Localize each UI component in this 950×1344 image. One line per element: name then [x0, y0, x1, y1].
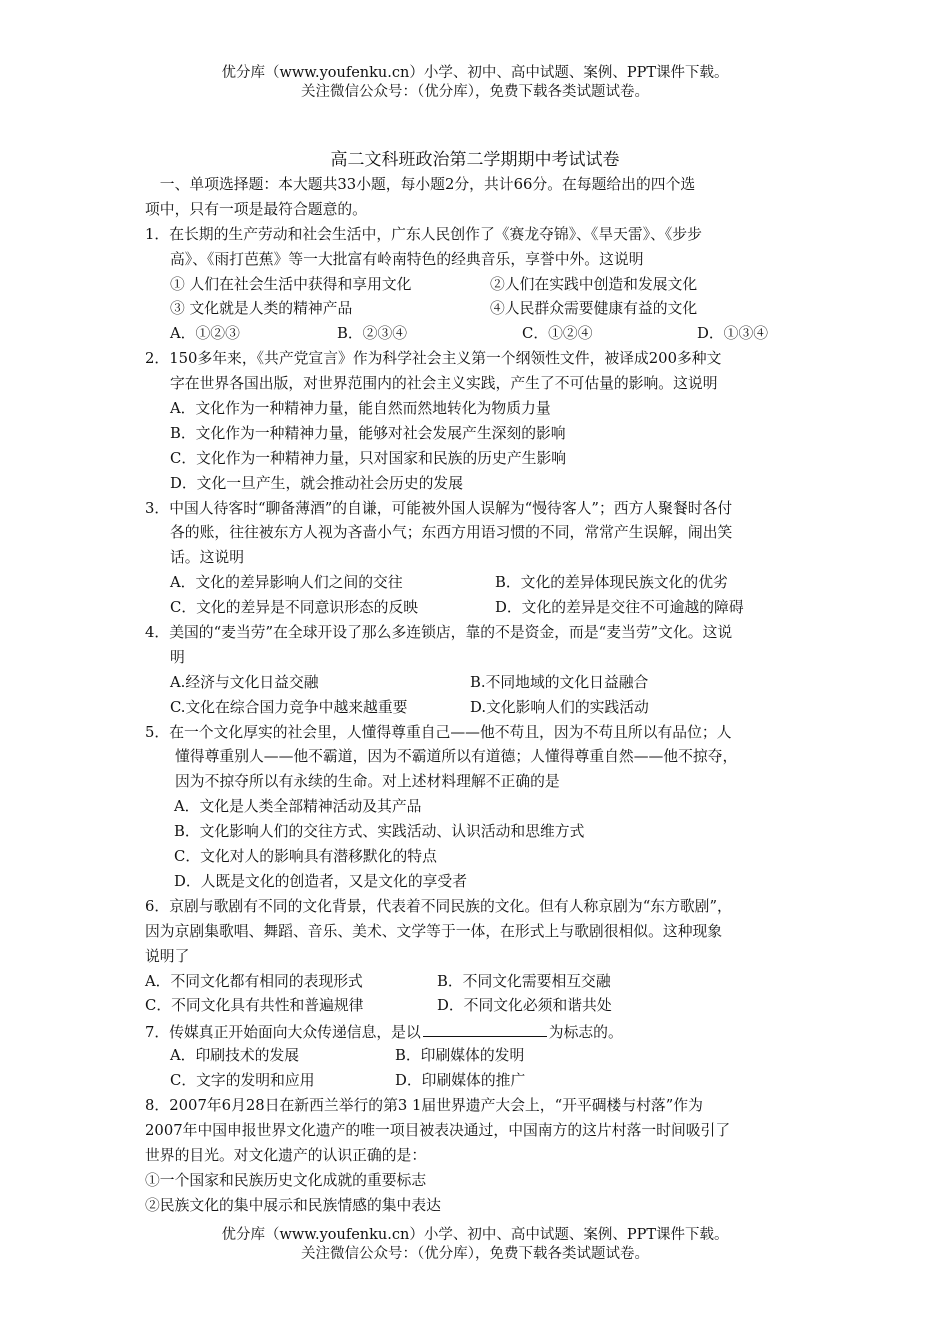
statement-3: ③ 文化就是人类的精神产品	[170, 300, 353, 318]
question-7-options	[145, 1069, 825, 1094]
option-d: D．印刷媒体的推广	[395, 1072, 526, 1090]
option-d: D．文化一旦产生，就会推动社会历史的发展	[170, 474, 464, 492]
question-2-stem: 2．150多年来，《共产党宣言》作为科学社会主义第一个纲领性文件，被译成200多种文	[145, 350, 722, 368]
question-1-options	[145, 322, 825, 347]
statement-4: ④人民群众需要健康有益的文化	[490, 300, 698, 318]
question-1-statements	[145, 273, 825, 298]
question-1-stem: 高》、《雨打芭蕉》等一大批富有岭南特色的经典音乐，享誉中外。这说明	[170, 250, 644, 268]
page-header	[0, 64, 950, 102]
option-c: C．文化作为一种精神力量，只对国家和民族的历史产生影响	[170, 449, 567, 467]
statement-1: ① 人们在社会生活中获得和享用文化	[170, 275, 412, 293]
question-3-options	[145, 571, 825, 596]
option-d: D．文化的差异是交往不可逾越的障碍	[495, 599, 744, 617]
page-footer	[0, 1226, 950, 1264]
option-d: D．①③④	[697, 325, 769, 343]
option-a: A.经济与文化日益交融	[170, 673, 319, 691]
question-8-stem: 8．2007年6月28日在新西兰举行的第3 1届世界遗产大会上，“开平碉楼与村落”作为	[145, 1096, 703, 1114]
option-d: D.文化影响人们的实践活动	[470, 698, 649, 716]
option-a: A．文化是人类全部精神活动及其产品	[174, 798, 422, 816]
option-c: C．文化的差异是不同意识形态的反映	[170, 599, 419, 617]
question-3-stem: 3．中国人待客时“聊备薄酒”的自谦，可能被外国人误解为“慢待客人”；西方人聚餐时各付	[145, 499, 733, 517]
question-1-stem: 1．在长期的生产劳动和社会生活中，广东人民创作了《赛龙夺锦》、《旱天雷》、《步步	[145, 225, 702, 243]
question-6-options	[145, 970, 825, 995]
question-4-options	[145, 671, 825, 696]
intro-line: 项中，只有一项是最符合题意的。	[145, 200, 367, 218]
option-b: B．文化影响人们的交往方式、实践活动、认识活动和思维方式	[174, 823, 585, 841]
statement-2: ②人们在实践中创造和发展文化	[490, 275, 698, 293]
question-6-stem: 因为京剧集歌唱、舞蹈、音乐、美术、文学等于一体，在形式上与歌剧很相似。这种现象	[145, 922, 723, 940]
question-3-stem: 各的账，往往被东方人视为吝啬小气；东西方用语习惯的不同，常常产生误解，闹出笑	[170, 524, 733, 542]
page-title: 高二文科班政治第二学期期中考试试卷	[330, 150, 620, 170]
option-b: B．文化的差异体现民族文化的优劣	[495, 574, 728, 592]
option-c: C．文化对人的影响具有潜移默化的特点	[174, 848, 437, 866]
answer-blank	[423, 1019, 547, 1037]
option-a: A．文化作为一种精神力量，能自然而然地转化为物质力量	[170, 400, 551, 418]
option-b: B.不同地域的文化日益融合	[470, 673, 649, 691]
option-a: A．①②③	[170, 325, 240, 343]
option-d: D．人既是文化的创造者，又是文化的享受者	[174, 872, 468, 890]
question-1-statements	[145, 297, 825, 322]
question-7-stem-end: 为标志的。	[548, 1024, 623, 1042]
question-8-stem: 2007年中国申报世界文化遗产的唯一项目被表决通过，中国南方的这片村落一时间吸引了	[145, 1121, 731, 1139]
question-3-options	[145, 596, 825, 621]
option-c: C.文化在综合国力竞争中越来越重要	[170, 698, 408, 716]
question-6-stem: 6．京剧与歌剧有不同的文化背景，代表着不同民族的文化。但有人称京剧为“东方歌剧”，	[145, 897, 732, 915]
header-line-1: 优分库（www.youfenku.cn）小学、初中、高中试题、案例、PPT课件下载。	[221, 65, 729, 81]
question-7-options	[145, 1044, 825, 1069]
intro-line: 一、单项选择题：本大题共33小题，每小题2分，共计66分。在每题给出的四个选	[145, 176, 696, 193]
question-8-stem: 世界的目光。对文化遗产的认识正确的是：	[145, 1146, 427, 1164]
question-2-stem: 字在世界各国出版，对世界范围内的社会主义实践，产生了不可估量的影响。这说明	[170, 375, 718, 393]
option-c: C．①②④	[522, 325, 593, 343]
question-4-stem: 4．美国的“麦当劳”在全球开设了那么多连锁店，靠的不是资金，而是“麦当劳”文化。这说	[145, 624, 733, 642]
option-a: A．印刷技术的发展	[170, 1047, 300, 1065]
option-b: B．文化作为一种精神力量，能够对社会发展产生深刻的影响	[170, 424, 566, 442]
option-b: B．不同文化需要相互交融	[437, 972, 611, 990]
question-6-stem: 说明了	[145, 947, 190, 965]
option-d: D．不同文化必须和谐共处	[437, 997, 612, 1015]
statement-2: ②民族文化的集中展示和民族情感的集中表达	[145, 1196, 441, 1214]
footer-line-2: 关注微信公众号：（优分库），免费下载各类试题试卷。	[301, 1246, 649, 1262]
question-4-options	[145, 696, 825, 721]
option-b: B．印刷媒体的发明	[395, 1047, 525, 1065]
question-6-options	[145, 994, 825, 1019]
footer-line-1: 优分库（www.youfenku.cn）小学、初中、高中试题、案例、PPT课件下载。	[221, 1227, 729, 1243]
question-7-stem-start: 7．传媒真正开始面向大众传递信息，是以	[145, 1024, 421, 1042]
option-b: B．②③④	[337, 325, 408, 343]
option-c: C．不同文化具有共性和普遍规律	[145, 997, 364, 1015]
question-5-stem: 5．在一个文化厚实的社会里，人懂得尊重自己——他不苟且，因为不苟且所以有品位；人	[145, 723, 732, 741]
option-c: C．文字的发明和应用	[170, 1072, 315, 1090]
question-5-stem: 因为不掠夺所以有永续的生命。对上述材料理解不正确的是	[175, 773, 560, 791]
question-4-stem: 明	[170, 648, 185, 666]
exam-content	[145, 173, 825, 1218]
question-7-stem	[145, 1019, 825, 1044]
question-5-stem: 懂得尊重别人——他不霸道，因为不霸道所以有道德；人懂得尊重自然——他不掠夺，	[175, 748, 738, 766]
header-line-2: 关注微信公众号：（优分库），免费下载各类试题试卷。	[301, 84, 649, 100]
option-a: A．文化的差异影响人们之间的交往	[170, 574, 403, 592]
option-a: A．不同文化都有相同的表现形式	[145, 972, 363, 990]
statement-1: ①一个国家和民族历史文化成就的重要标志	[145, 1171, 427, 1189]
question-3-stem: 话。这说明	[170, 549, 244, 567]
